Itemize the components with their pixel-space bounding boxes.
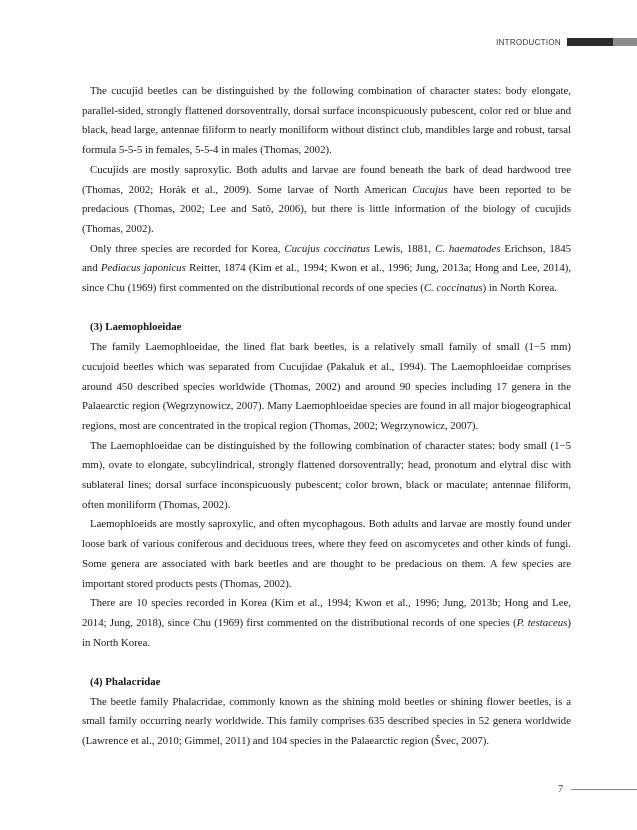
paragraph xyxy=(82,437,571,516)
paragraph xyxy=(82,515,571,594)
italic-taxon: C. haematodes xyxy=(435,242,501,255)
page-footer xyxy=(558,784,637,795)
paragraph xyxy=(82,338,571,437)
paragraph xyxy=(82,693,571,752)
section-heading-laemophloeidae: (3) Laemophloeidae xyxy=(90,321,182,334)
text-run: Lewis, 1881, xyxy=(369,242,436,255)
header-bar-dark xyxy=(567,38,613,46)
paragraph xyxy=(82,594,571,653)
italic-taxon: Pediacus japonicus xyxy=(100,262,186,275)
text-run: Cucujids are mostly saproxylic. Both adults and larvae are found beneath the bark of dead hardwood tree (Thomas, 2002; Horák et al., 2009). Some larvae of North American xyxy=(82,163,571,196)
header-bar-grey xyxy=(613,38,637,46)
text-run: The family Laemophloeidae, the lined flat bark beetles, is a relatively small family of small (1−5 mm) cucujoid beetles which was separated from Cucujidae (Pakaluk et al., 1994). The Laemophloeidae comprises around 450 described species worldwide (Thomas, 2002) and around 90 species including 17 genera in the Palaearctic region (Wegrzynowicz, 2007). Many Laemophloeidae species are found in all major biogeographical regions, most are concentrated in the tropical region (Thomas, 2002; Wegrzynowicz, 2007). xyxy=(82,341,571,432)
italic-taxon: C. coccinatus xyxy=(423,282,483,295)
text-run: ) in North Korea. xyxy=(82,616,571,649)
footer-rule xyxy=(571,789,637,790)
text-run: The Laemophloeidae can be distinguished by the following combination of character states: body small (1−5 mm), ovate to elongate, subcylindrical, strongly flattened dorsoventrally; head, pronotum and elytral disc with sublateral lines; dorsal surface inconspicuously pubescent; color brown, black or maculate; antennae filiform, often moniliform (Thomas, 2002). xyxy=(82,439,571,511)
running-header xyxy=(496,36,637,48)
paragraph xyxy=(82,240,571,299)
paragraph xyxy=(82,82,571,161)
section-title: INTRODUCTION xyxy=(496,37,561,47)
page-number: 7 xyxy=(558,784,563,795)
paragraph xyxy=(82,161,571,240)
italic-taxon: Cucujus coccinatus xyxy=(284,242,370,255)
text-run: Only three species are recorded for Korea, xyxy=(90,242,285,255)
text-run: have been reported to be predacious (Thomas, 2002; Lee and Satô, 2006), but there is little information of the biology of cucujids (Thomas, 2002). xyxy=(82,183,571,235)
text-run: The beetle family Phalacridae, commonly known as the shining mold beetles or shining flower beetles, is a small family occurring nearly worldwide. This family comprises 635 described species in 52 genera worldwide (Lawrence et al., 2010; Gimmel, 2011) and 104 species in the Palaearctic region (Švec, 2007). xyxy=(82,695,571,748)
text-run: The cucujid beetles can be distinguished by the following combination of character states: body elongate, parallel-sided, strongly flattened dorsoventrally, dorsal surface inconspicuously pubescent, color red or blue and black, head large, antennae filiform to nearly moniliform without distinct club, mandibles large and robust, tarsal formula 5-5-5 in females, 5-5-4 in males (Thomas, 2002). xyxy=(82,85,571,157)
section-heading-phalacridae: (4) Phalacridae xyxy=(90,676,161,689)
text-run: There are 10 species recorded in Korea (Kim et al., 1994; Kwon et al., 1996; Jung, 2013b; Hong and Lee, 2014; Jung, 2018), since Chu (1969) first commented on the distributional records of one species ( xyxy=(82,597,571,629)
italic-taxon: P. testaceus xyxy=(516,616,568,629)
body-text xyxy=(82,82,571,752)
text-run: Erichson, 1845 and xyxy=(82,242,571,275)
text-run: Reitter, 1874 (Kim et al., 1994; Kwon et al., 1996; Jung, 2013a; Hong and Lee, 2014), since Chu (1969) first commented on the distributional records of one species ( xyxy=(82,262,572,295)
italic-taxon: Cucujus xyxy=(412,183,448,196)
intro-block xyxy=(82,82,571,299)
text-run: ) in North Korea. xyxy=(482,282,557,295)
text-run: Laemophloeids are mostly saproxylic, and often mycophagous. Both adults and larvae are mostly found under loose bark of various coniferous and deciduous trees, where they feed on ascomycetes and other kinds of fungi. Some genera are associated with bark beetles and are thought to be predacious on them. A few species are important stored products pests (Thomas, 2002). xyxy=(82,518,571,590)
